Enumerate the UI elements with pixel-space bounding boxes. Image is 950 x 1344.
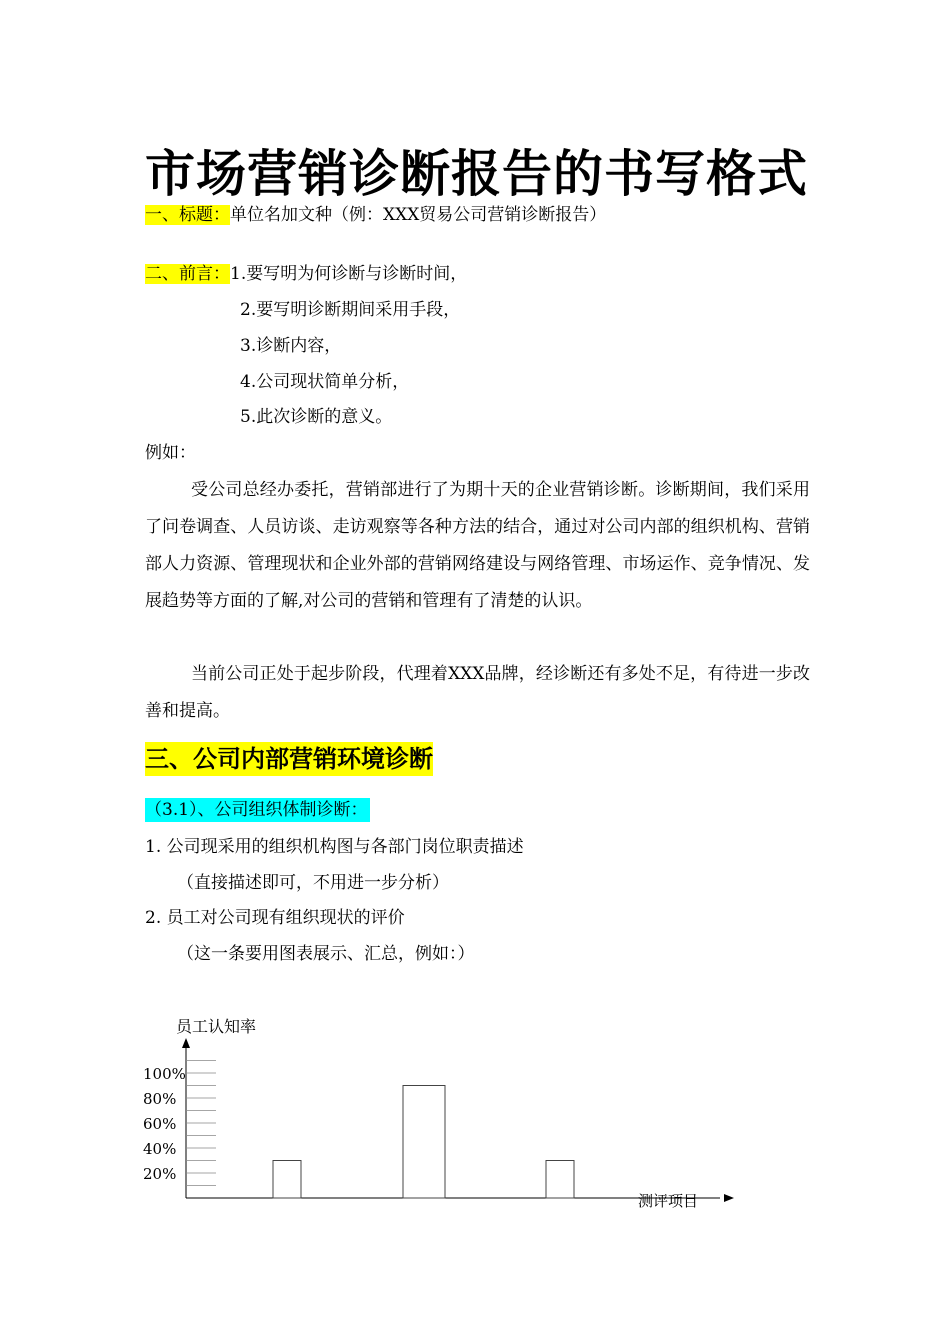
section1-line	[145, 203, 606, 227]
example-paragraph-2: 当前公司正处于起步阶段，代理着XXX品牌，经诊断还有多处不足，有待进一步改善和提高。	[145, 664, 810, 721]
x-axis-arrow-icon	[724, 1194, 734, 1202]
y-tick-label: 100%	[143, 1065, 186, 1083]
section2-item-2: 2.要写明诊断期间采用手段，	[240, 300, 461, 320]
section3-item-1-note: （直接描述即可，不用进一步分析）	[177, 873, 449, 893]
section2-item-4: 4.公司现状简单分析，	[240, 372, 410, 392]
example-paragraph-1: 受公司总经办委托，营销部进行了为期十天的企业营销诊断。诊断期间，我们采用了问卷调查、人员访谈、走访观察等各种方法的结合，通过对公司内部的组织机构、营销部人力资源、管理现状和企业外部的营销网络建设与网络管理、市场运作、竞争情况、发展趋势等方面的了解,对公司的营销和管理有了清楚的认识。	[145, 480, 810, 611]
section3-subheading: （3.1）、公司组织体制诊断：	[145, 800, 368, 820]
section3-item-1: 1. 公司现采用的组织机构图与各部门岗位职责描述	[145, 837, 524, 857]
section2-label: 二、前言：	[145, 264, 230, 284]
section2-item-3: 3.诊断内容，	[240, 336, 342, 356]
x-axis-label: 测评项目	[638, 1192, 699, 1210]
section3-heading: 三、公司内部营销环境诊断	[145, 742, 433, 776]
bars	[273, 1086, 574, 1199]
y-axis-label: 员工认知率	[176, 1017, 257, 1036]
chart-bar	[273, 1161, 301, 1199]
page-title: 市场营销诊断报告的书写格式	[145, 145, 808, 203]
y-axis-arrow-icon	[182, 1038, 190, 1048]
y-tick-label: 20%	[143, 1165, 177, 1183]
chart-bar	[546, 1161, 574, 1199]
section1-text: 单位名加文种（例：XXX贸易公司营销诊断报告）	[230, 205, 607, 225]
section3-item-2-note: （这一条要用图表展示、汇总，例如：）	[177, 944, 475, 964]
section3-item-2: 2. 员工对公司现有组织现状的评价	[145, 908, 405, 928]
chart-bar	[403, 1086, 445, 1199]
section2-item-1: 1.要写明为何诊断与诊断时间，	[230, 264, 468, 284]
section2-item-5: 5.此次诊断的意义。	[240, 407, 393, 427]
y-ticks	[143, 1061, 216, 1186]
awareness-bar-chart	[130, 1010, 750, 1220]
section2-line	[145, 262, 467, 286]
section1-label: 一、标题：	[145, 205, 230, 225]
example-label: 例如：	[145, 443, 196, 463]
y-tick-label: 80%	[143, 1090, 177, 1108]
y-tick-label: 40%	[143, 1140, 177, 1158]
y-tick-label: 60%	[143, 1115, 177, 1133]
